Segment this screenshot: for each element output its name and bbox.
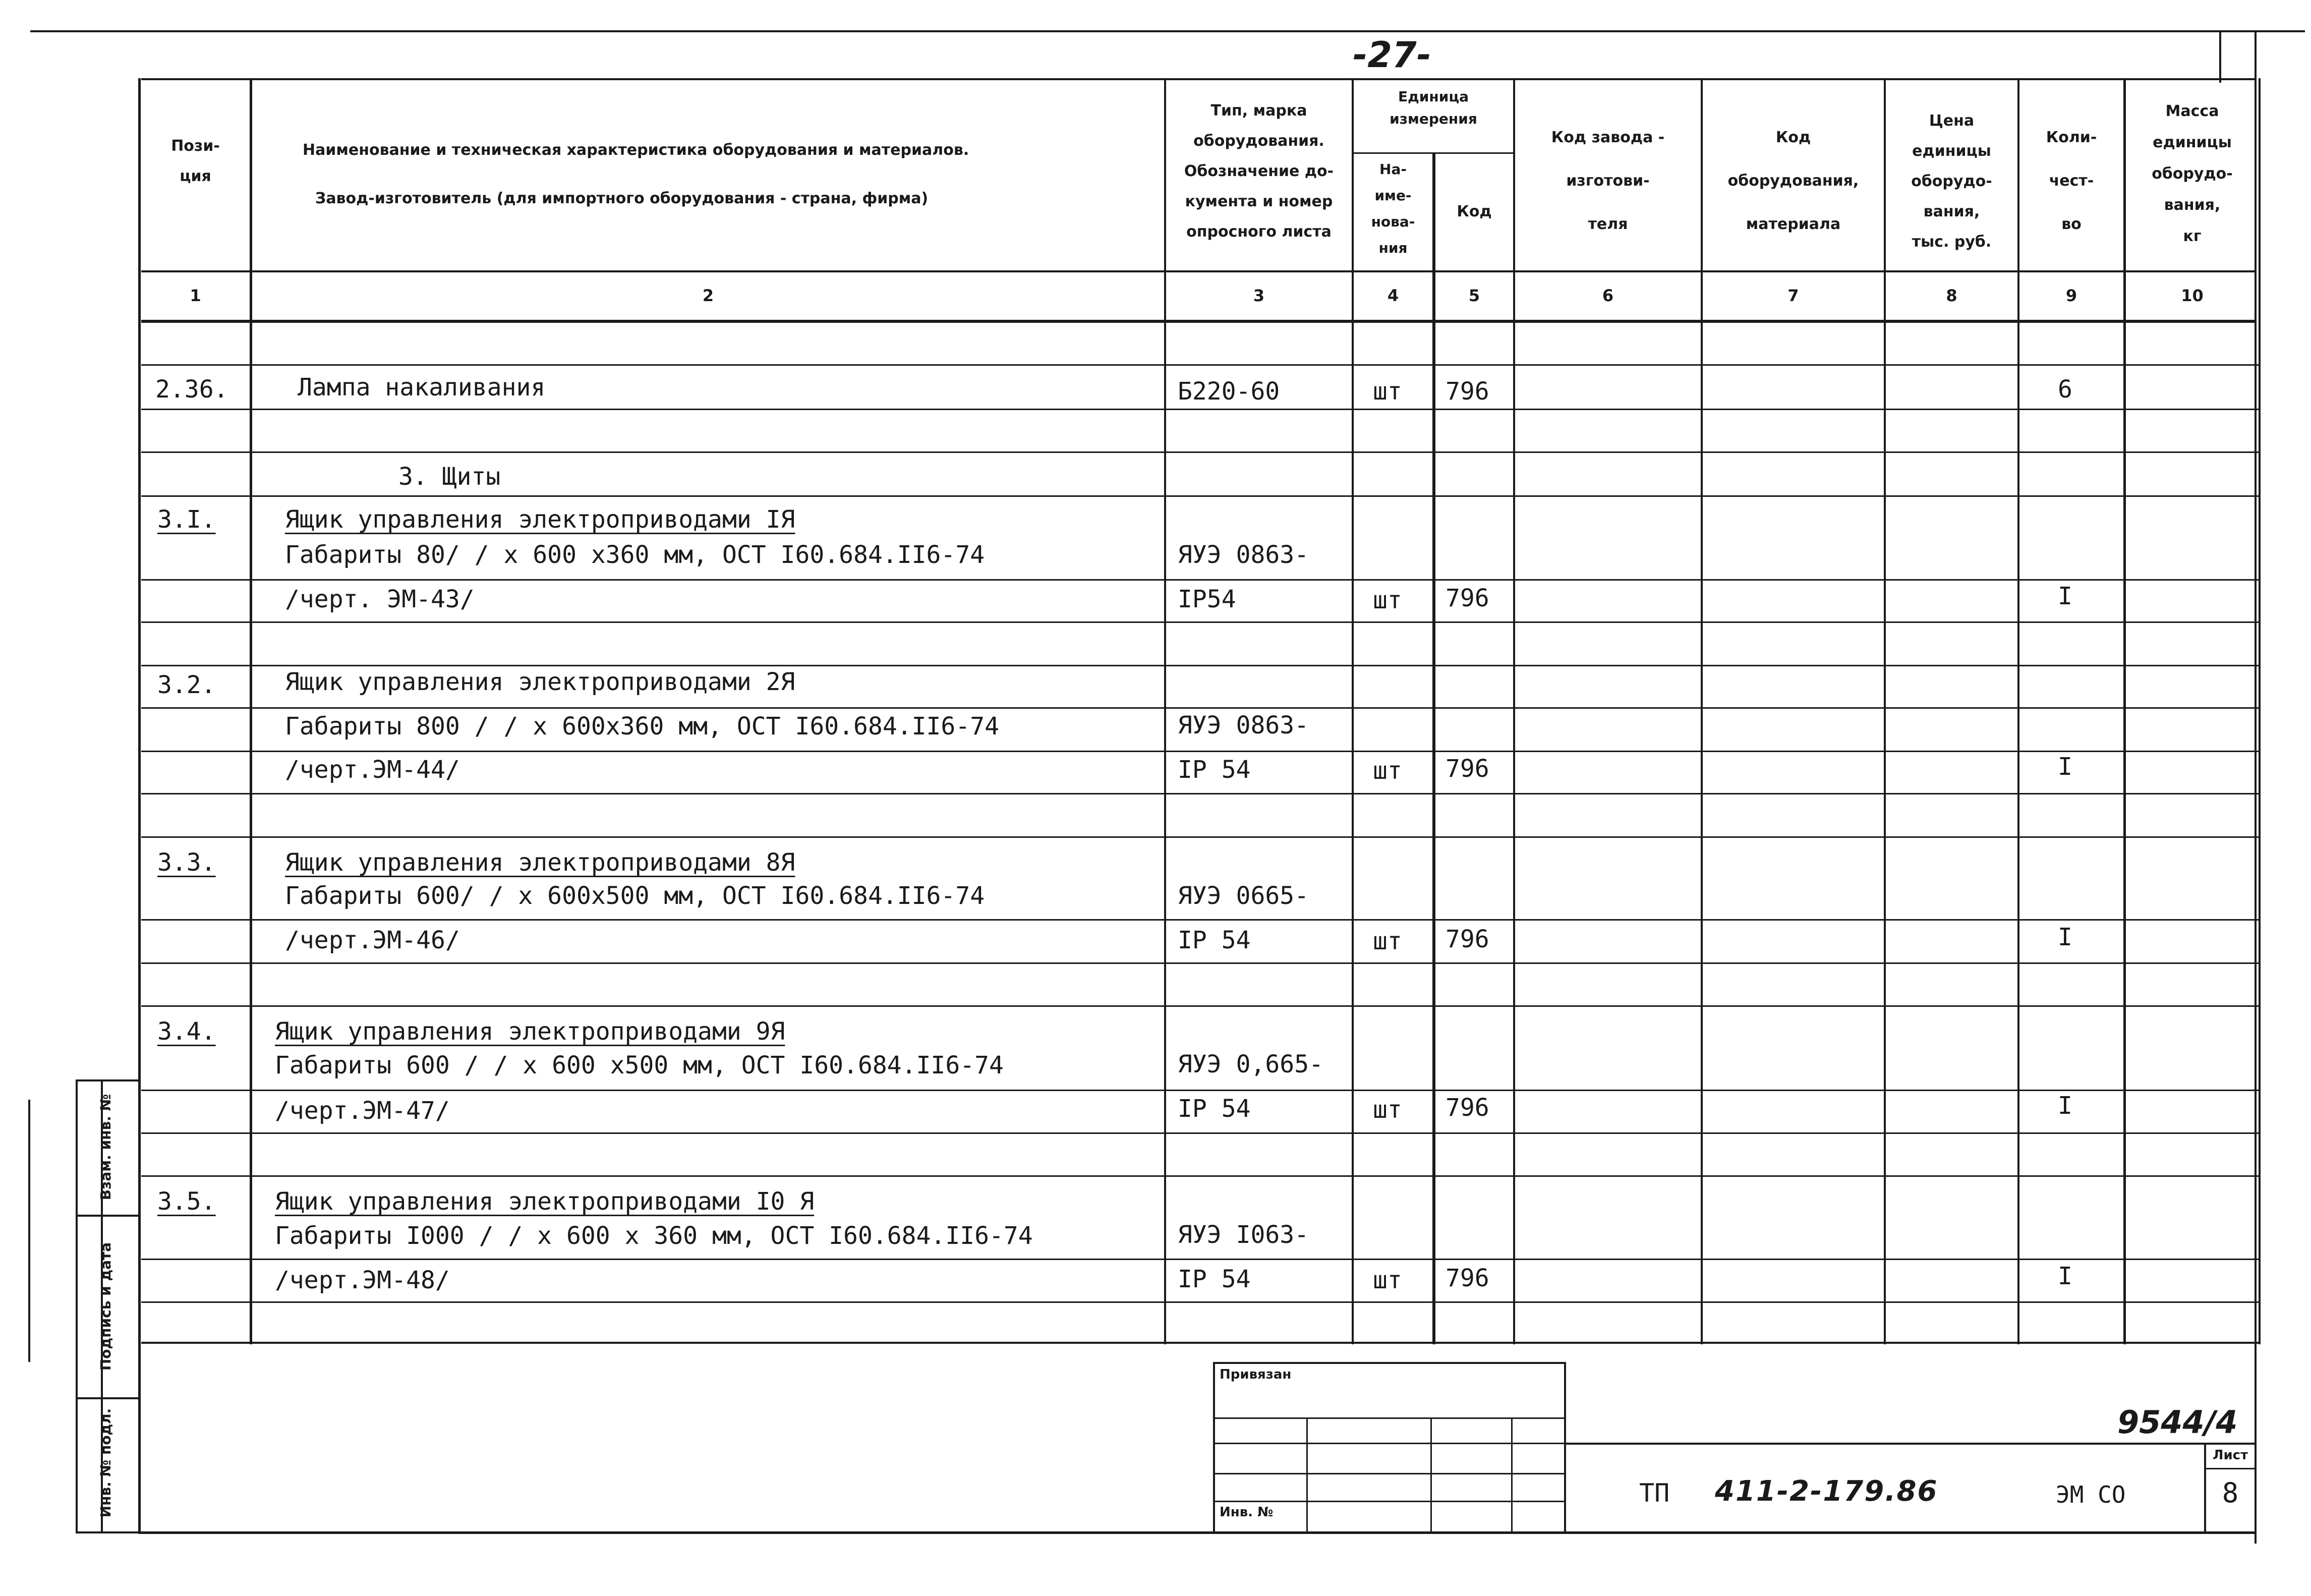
- title-block-top: [1564, 1443, 2256, 1445]
- row-line: [141, 836, 2260, 838]
- item-name-3.3-line-3: /черт.ЭМ-46/: [285, 926, 460, 954]
- row-line: [141, 1005, 2260, 1007]
- frame-right-edge: [2255, 30, 2257, 1544]
- item-type-3.4-line-1: ЯУЭ 0,665-: [1178, 1050, 1323, 1078]
- item-code-3.2: 796: [1446, 755, 1489, 783]
- item-name-3.2-line-2: Габариты 800 / / x 600x360 мм, ОСТ I60.684.II6-74: [285, 712, 1000, 740]
- item-name-3.5-line-2: Габариты I000 / / x 600 x 360 мм, ОСТ I60.684.II6-74: [275, 1222, 1033, 1250]
- row-line: [141, 665, 2260, 666]
- item-type-3.3-line-1: ЯУЭ 0665-: [1178, 882, 1309, 910]
- item-name-2.36: Лампа накаливания: [298, 373, 546, 402]
- col-line-3: [1352, 78, 1354, 1344]
- item-type-3.2-line-1: ЯУЭ 0863-: [1178, 711, 1309, 739]
- item-name-3.3-line-1: Ящик управления электроприводами 8Я: [285, 848, 795, 877]
- col-line-6: [1701, 78, 1703, 1344]
- item-name-3.1-line-3: /черт. ЭМ-43/: [285, 585, 475, 613]
- privyazan-inv-label: Инв. №: [1220, 1505, 1274, 1520]
- header-col-1: Пози- ция: [171, 137, 220, 185]
- position-3.3: 3.3.: [157, 848, 216, 877]
- item-type-3.3-line-2: IP 54: [1178, 926, 1251, 954]
- col-line-5: [1513, 78, 1515, 1344]
- item-type-3.2-line-2: IP 54: [1178, 756, 1251, 784]
- position-3.4: 3.4.: [157, 1017, 216, 1046]
- item-qty-3.5: I: [2058, 1262, 2072, 1290]
- header-col-4: На- име- нова- ния: [1371, 161, 1415, 256]
- position-3.1: 3.I.: [157, 505, 216, 534]
- header-col-10: Масса единицы оборудо- вания, кг: [2152, 102, 2233, 245]
- header-col-6: Код завода - изготови- теля: [1551, 129, 1665, 233]
- item-code-3.5: 796: [1446, 1264, 1489, 1292]
- colnum-7: 7: [1787, 286, 1799, 305]
- colnum-5: 5: [1468, 286, 1480, 305]
- privyazan-right: [1564, 1362, 1566, 1533]
- privyazan-col-2: [1430, 1417, 1432, 1533]
- item-code-3.3: 796: [1446, 925, 1489, 953]
- row-line: [141, 1301, 2260, 1303]
- header-col-2: Наименование и техническая характеристика оборудования и материалов. Завод-изготовитель (для импортного оборудования - страна, фирма): [303, 141, 969, 207]
- colnum-4: 4: [1387, 286, 1399, 305]
- colnum-6: 6: [1602, 286, 1614, 305]
- col-line-9: [2123, 78, 2126, 1344]
- row-line: [141, 1259, 2260, 1260]
- colnum-8: 8: [1946, 286, 1957, 305]
- header-col-3: Тип, марка оборудования. Обозначение до- кумента и номер опросного листа: [1184, 102, 1334, 241]
- col-line-7: [1884, 78, 1886, 1344]
- item-name-3.5-line-3: /черт.ЭМ-48/: [275, 1266, 450, 1294]
- row-line: [141, 409, 2260, 410]
- item-qty-3.1: I: [2058, 582, 2072, 610]
- table-top-border: [141, 78, 2255, 80]
- colnum-3: 3: [1253, 286, 1265, 305]
- frame-bottom: [138, 1531, 2256, 1534]
- colnum-1: 1: [190, 286, 201, 305]
- archive-number: 9544/4: [2117, 1404, 2238, 1441]
- row-line: [141, 1132, 2260, 1134]
- item-name-3.2-line-3: /черт.ЭМ-44/: [285, 756, 460, 784]
- item-code-3.1: 796: [1446, 584, 1489, 612]
- row-line: [141, 621, 2260, 623]
- item-unit-3.5: шт: [1373, 1266, 1402, 1294]
- item-type-2.36: Б220-60: [1178, 377, 1280, 406]
- sheet-label: Лист: [2212, 1448, 2248, 1463]
- item-name-3.4-line-1: Ящик управления электроприводами 9Я: [275, 1017, 785, 1046]
- row-line: [141, 707, 2260, 709]
- item-unit-3.1: шт: [1373, 586, 1402, 614]
- doc-number: 411-2-179.86: [1715, 1475, 1938, 1508]
- col-line-4: [1432, 152, 1435, 1344]
- item-code-3.4: 796: [1446, 1094, 1489, 1122]
- page-number: -27-: [1353, 34, 1431, 76]
- col-line-10: [2259, 78, 2261, 1344]
- row-line: [141, 495, 2260, 497]
- position-3.2: 3.2.: [157, 671, 216, 699]
- item-qty-3.2: I: [2058, 753, 2072, 781]
- position-2.36: 2.36.: [155, 375, 228, 404]
- privyazan-left: [1213, 1362, 1215, 1533]
- row-line: [141, 579, 2260, 581]
- row-line: [141, 451, 2260, 453]
- item-type-3.1-line-1: ЯУЭ 0863-: [1178, 541, 1309, 569]
- sheet-box-divider: [2204, 1468, 2256, 1469]
- item-name-3.2-line-1: Ящик управления электроприводами 2Я: [285, 668, 795, 696]
- privyazan-row-3: [1213, 1473, 1566, 1474]
- colnum-9: 9: [2065, 286, 2077, 305]
- item-unit-2.36: шт: [1373, 377, 1402, 406]
- item-name-3.4-line-3: /черт.ЭМ-47/: [275, 1097, 450, 1125]
- row-line: [141, 962, 2260, 964]
- doc-prefix: ТП: [1639, 1478, 1670, 1508]
- doc-suffix: ЭМ СО: [2056, 1481, 2126, 1508]
- colnum-10: 10: [2181, 286, 2204, 305]
- item-type-3.5-line-2: IP 54: [1178, 1265, 1251, 1293]
- item-unit-3.3: шт: [1373, 927, 1402, 955]
- item-unit-3.4: шт: [1373, 1096, 1402, 1124]
- colnum-bottom-border: [141, 320, 2255, 323]
- col-line-8: [2017, 78, 2019, 1344]
- side-stamp-edge: [28, 1100, 30, 1362]
- side-stamp-inv-podl: Инв. № подл.: [97, 1408, 114, 1518]
- row-line: [141, 1175, 2260, 1177]
- side-stamp-bottom: [76, 1531, 139, 1533]
- section-title: 3. Щиты: [398, 463, 501, 491]
- header-col-5: Код: [1457, 203, 1492, 220]
- position-3.5: 3.5.: [157, 1187, 216, 1216]
- side-stamp-signature-date: Подпись и дата: [97, 1242, 114, 1371]
- frame-left: [138, 78, 141, 1533]
- privyazan-label: Привязан: [1220, 1367, 1292, 1382]
- row-line: [141, 793, 2260, 794]
- row-line: [141, 919, 2260, 921]
- frame-top: [30, 30, 2305, 32]
- side-stamp-left: [76, 1079, 78, 1533]
- item-type-3.4-line-2: IP 54: [1178, 1095, 1251, 1123]
- colnum-2: 2: [702, 286, 714, 305]
- item-qty-3.4: I: [2058, 1092, 2072, 1120]
- item-name-3.1-line-1: Ящик управления электроприводами IЯ: [285, 505, 795, 534]
- item-name-3.1-line-2: Габариты 80/ / x 600 x360 мм, ОСТ I60.684.II6-74: [285, 541, 985, 569]
- frame-right-corner: [2219, 30, 2221, 83]
- privyazan-col-3: [1511, 1417, 1513, 1533]
- header-col-9: Коли- чест- во: [2046, 129, 2097, 233]
- item-unit-3.2: шт: [1373, 757, 1402, 785]
- privyazan-row-1: [1213, 1417, 1566, 1419]
- header-unit-group: Единица измерения: [1390, 88, 1477, 127]
- item-name-3.3-line-2: Габариты 600/ / x 600x500 мм, ОСТ I60.684.II6-74: [285, 882, 985, 910]
- item-name-3.5-line-1: Ящик управления электроприводами I0 Я: [275, 1187, 815, 1216]
- sheet-number: 8: [2222, 1477, 2239, 1509]
- row-line: [141, 1090, 2260, 1091]
- item-qty-3.3: I: [2058, 923, 2072, 951]
- privyazan-row-2: [1213, 1443, 1566, 1444]
- header-col-7: Код оборудования, материала: [1727, 129, 1859, 233]
- row-line: [141, 1342, 2260, 1344]
- item-type-3.5-line-1: ЯУЭ I063-: [1178, 1221, 1309, 1249]
- col-line-1: [250, 78, 252, 1344]
- item-type-3.1-line-2: IP54: [1178, 585, 1236, 613]
- header-col-8: Цена единицы оборудо- вания, тыс. руб.: [1911, 112, 1992, 251]
- item-code-2.36: 796: [1446, 377, 1489, 406]
- item-name-3.4-line-2: Габариты 600 / / x 600 x500 мм, ОСТ I60.684.II6-74: [275, 1051, 1004, 1079]
- row-line: [141, 364, 2260, 366]
- row-line: [141, 751, 2260, 752]
- col-line-2: [1164, 78, 1166, 1344]
- side-stamp-vzam-inv: Взам. инв. №: [97, 1094, 114, 1201]
- item-qty-2.36: 6: [2058, 375, 2072, 404]
